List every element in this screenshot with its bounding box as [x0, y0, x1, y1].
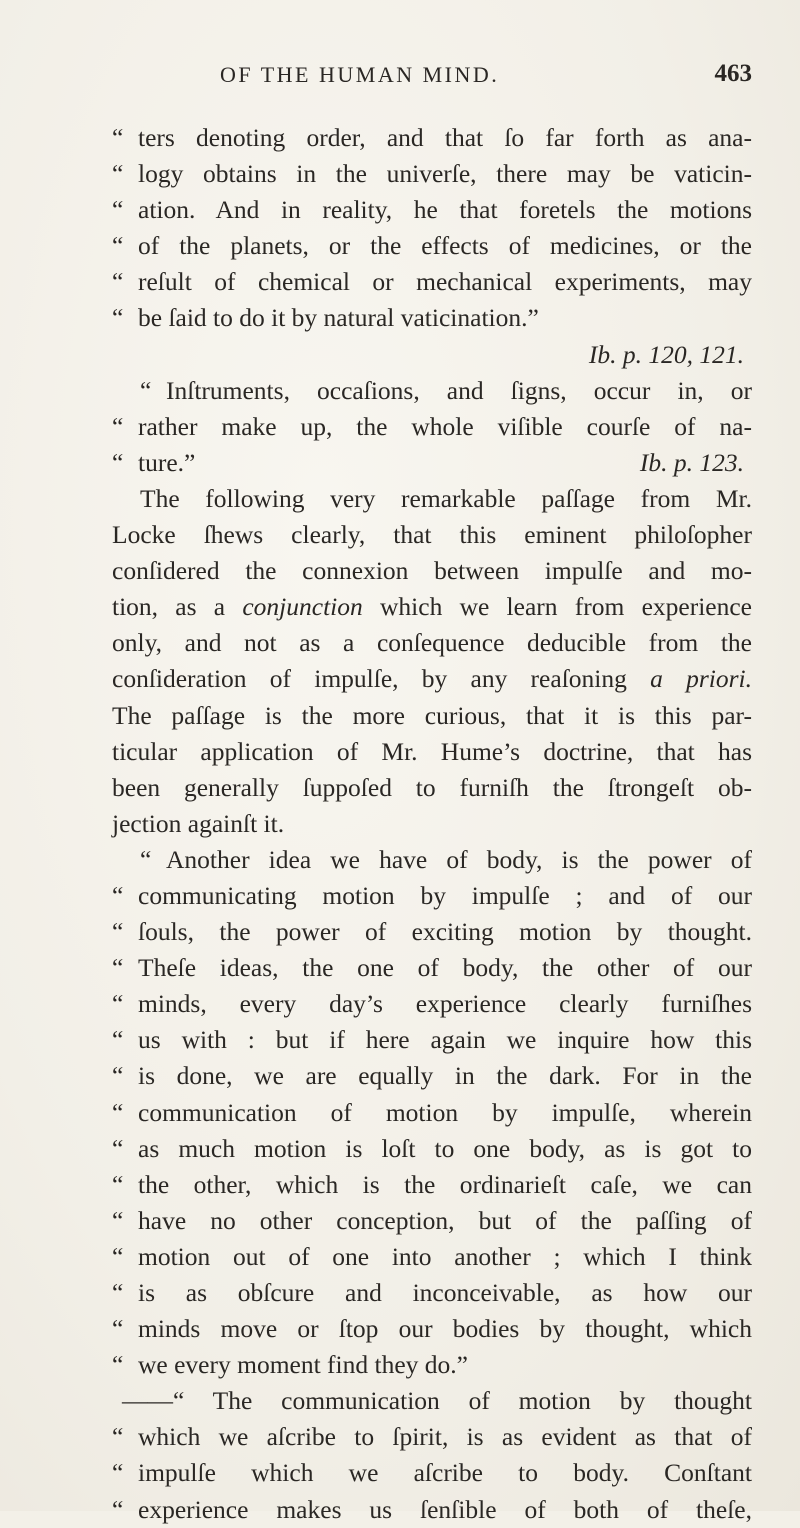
text-line: Locke ſhews clearly, that this eminent philoſopher	[112, 520, 752, 550]
quote-mark: “	[112, 1422, 124, 1452]
quote-mark: “	[112, 411, 124, 441]
text-line: “ Theſe ideas, the one of body, the other of our	[112, 950, 752, 986]
citation: Ib. p. 123.	[639, 447, 744, 477]
quote-mark: “	[140, 375, 152, 405]
quote-mark: “	[112, 1097, 124, 1127]
text-line: “ minds move or ſtop our bodies by thought, which	[112, 1311, 752, 1347]
quote-mark: “	[112, 1278, 124, 1307]
text-line: “ of the planets, or the effects of medicines, or the	[112, 228, 752, 264]
quote-mark: “	[112, 1169, 124, 1199]
text-line: “ we every moment find they do.”	[112, 1347, 752, 1383]
text-line: “ experience makes us ſenſible of both of theſe,	[112, 1492, 752, 1528]
text-line: ——“ The communication of motion by thought	[122, 1386, 752, 1416]
text-line: The paſſage is the more curious, that it is this par-	[112, 700, 752, 730]
text-line: “ is done, we are equally in the dark. For in the	[112, 1058, 752, 1094]
text-line: “ as much motion is loſt to one body, as is got to	[112, 1131, 752, 1167]
quote-mark: “	[112, 1494, 124, 1524]
citation: Ib. p. 120, 121.	[588, 339, 744, 369]
quote-mark: “	[112, 989, 124, 1019]
text-line: “ ſouls, the power of exciting motion by thought.	[112, 914, 752, 950]
text-line: “ minds, every day’s experience clearly furniſhes	[112, 986, 752, 1022]
text-line: “ logy obtains in the univerſe, there may be vaticin-	[112, 156, 752, 192]
page-header	[112, 62, 752, 102]
text-line: only, and not as a conſequence deducible from the	[112, 628, 752, 658]
quote-mark: “	[112, 953, 124, 983]
text-line: “ impulſe which we aſcribe to body. Conſtant	[112, 1455, 752, 1491]
quote-mark: “	[112, 123, 124, 152]
quote-mark: “	[112, 195, 124, 225]
quote-mark: “	[112, 1458, 124, 1488]
text-line: “ rather make up, the whole viſible courſe of na-	[112, 409, 752, 445]
italic-term: a priori.	[650, 664, 752, 694]
text-line: “ ture.” Ib. p. 123.	[112, 445, 752, 481]
italic-term: conjunction	[242, 592, 363, 622]
quote-mark: “	[112, 1314, 124, 1344]
text-line: The following very remarkable paſſage from Mr.	[140, 483, 752, 513]
text-line: “ communicating motion by impulſe ; and of our	[112, 878, 752, 914]
text-line: been generally ſuppoſed to furniſh the ſtrongeſt ob-	[112, 772, 752, 802]
quote-mark: “	[112, 159, 124, 189]
text-line: “ is as obſcure and inconceivable, as how our	[112, 1275, 752, 1311]
text-line: “ motion out of one into another ; which I think	[112, 1239, 752, 1275]
text-line: conſidered the connexion between impulſe and mo-	[112, 556, 752, 586]
quote-mark: “	[112, 447, 124, 477]
text-line: “ reſult of chemical or mechanical experiments, may	[112, 264, 752, 300]
running-head: OF THE HUMAN MIND.	[220, 62, 500, 87]
text-line: “ which we aſcribe to ſpirit, is as evident as that of	[112, 1419, 752, 1455]
quote-mark: “	[112, 1061, 124, 1091]
page-number: 463	[714, 60, 752, 87]
quote-mark: “	[112, 1350, 124, 1380]
quote-mark: “	[112, 917, 124, 947]
text-line: “ communication of motion by impulſe, wherein	[112, 1095, 752, 1131]
text-line: conſideration of impulſe, by any reaſoning a priori.	[112, 664, 752, 694]
quote-mark: “	[112, 303, 124, 333]
quote-mark: “	[112, 1205, 124, 1235]
quote-mark: “	[112, 1133, 124, 1163]
quote-mark: “	[112, 1025, 124, 1055]
text-line: “ have no other conception, but of the paſſing of	[112, 1203, 752, 1239]
text-line: “ Another idea we have of body, is the power of	[112, 842, 752, 878]
text-line: jection againſt it.	[112, 808, 285, 838]
quote-mark: “	[112, 267, 124, 297]
text-line: “ ation. And in reality, he that foretels the motions	[112, 192, 752, 228]
text-line: “ Inſtruments, occaſions, and ſigns, occur in, or	[112, 373, 752, 409]
quote-mark: “	[140, 844, 152, 874]
text-line: “ us with : but if here again we inquire how this	[112, 1022, 752, 1058]
text-line: “ be ſaid to do it by natural vaticination.”	[112, 300, 752, 336]
quote-mark: “	[112, 1241, 124, 1271]
text-line: “ the other, which is the ordinarieſt caſe, we can	[112, 1167, 752, 1203]
text-line: tion, as a conjunction which we learn from experience	[112, 592, 752, 622]
text-line: “ ters denoting order, and that ſo far forth as ana-	[112, 120, 752, 156]
quote-mark: “	[112, 231, 124, 261]
quote-mark: “	[112, 880, 124, 910]
text-line: ticular application of Mr. Hume’s doctrine, that has	[112, 736, 752, 766]
page-body	[112, 120, 752, 1528]
